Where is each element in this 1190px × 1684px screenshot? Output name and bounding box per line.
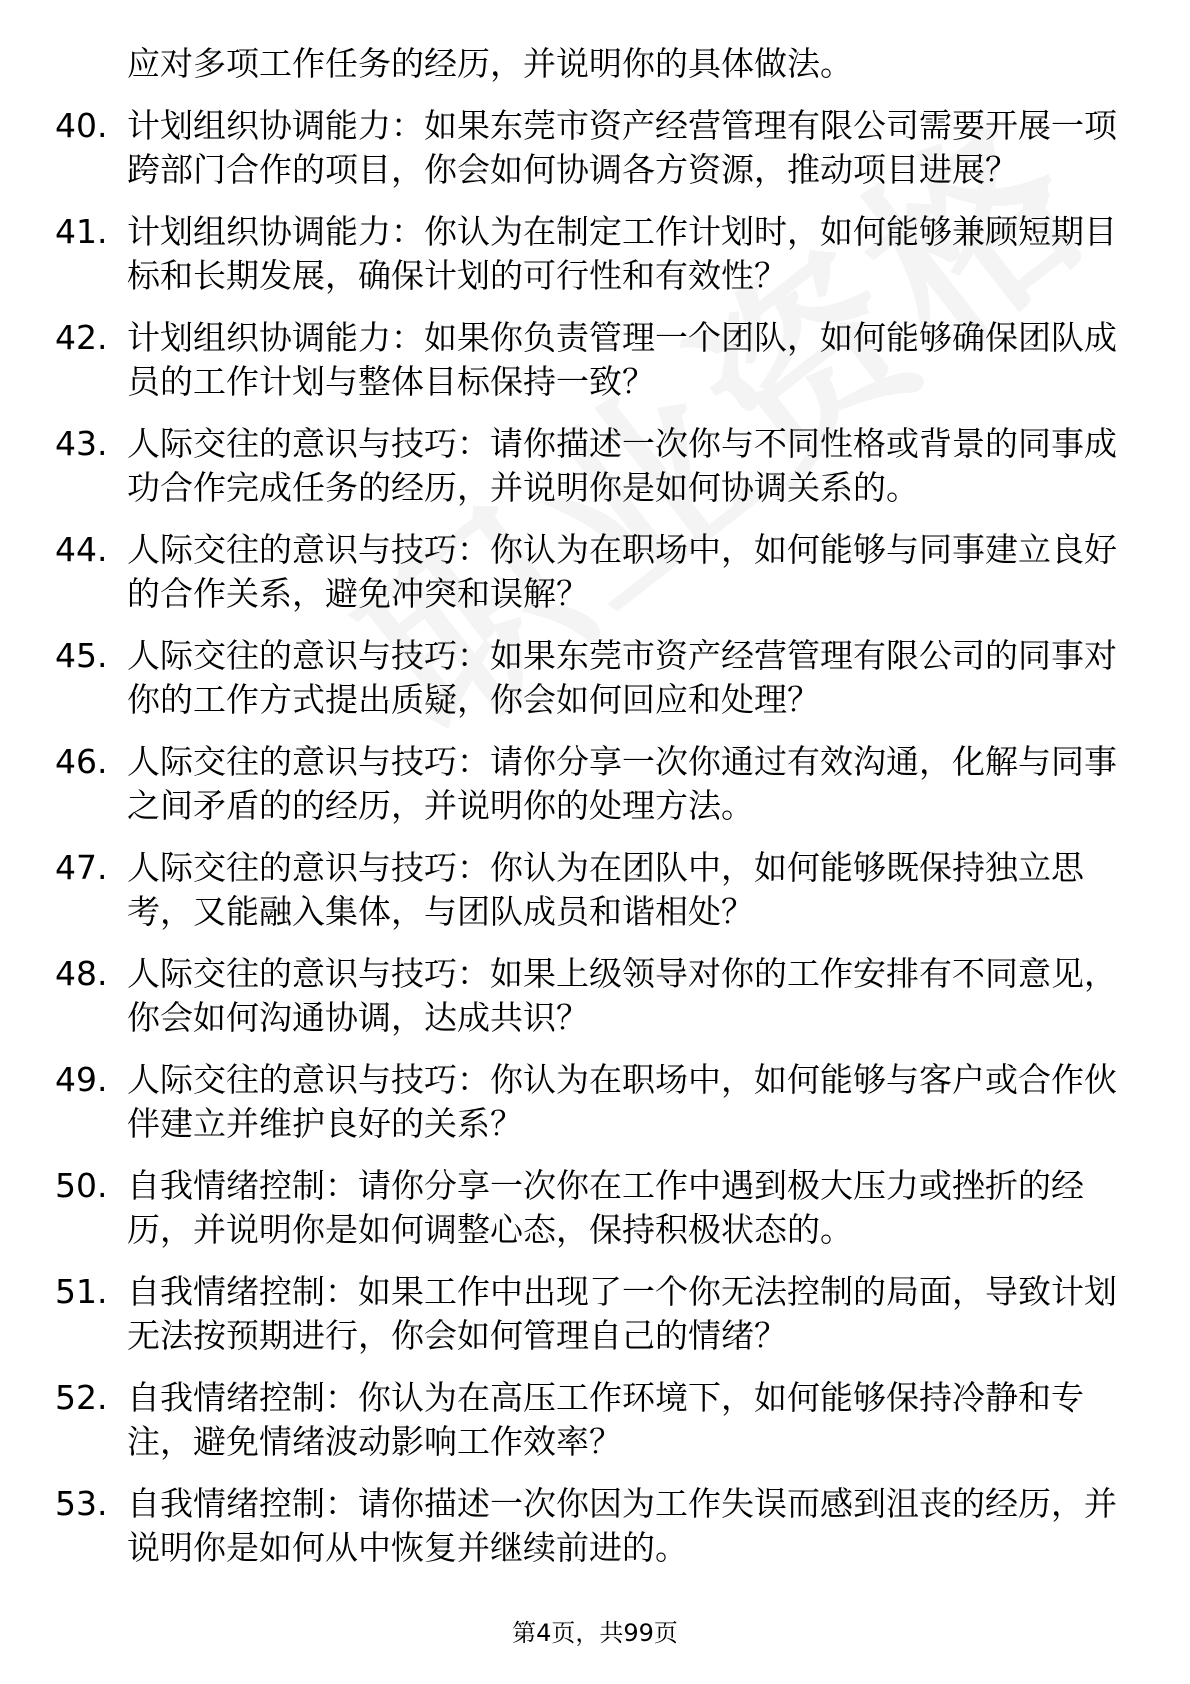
question-text: 人际交往的意识与技巧：如果上级领导对你的工作安排有不同意见，你会如何沟通协调，达成共识？	[127, 954, 1117, 1037]
question-item	[55, 1270, 1135, 1358]
question-text: 人际交往的意识与技巧：请你描述一次你与不同性格或背景的同事成功合作完成任务的经历，并说明你是如何协调关系的。	[127, 424, 1117, 507]
question-text: 人际交往的意识与技巧：你认为在职场中，如何能够与客户或合作伙伴建立并维护良好的关系？	[127, 1060, 1117, 1143]
question-text: 计划组织协调能力：你认为在制定工作计划时，如何能够兼顾短期目标和长期发展，确保计划的可行性和有效性？	[127, 212, 1117, 295]
question-text: 计划组织协调能力：如果你负责管理一个团队，如何能够确保团队成员的工作计划与整体目标保持一致？	[127, 318, 1117, 401]
question-item	[55, 634, 1135, 722]
question-item	[55, 1482, 1135, 1570]
page-footer: 第4页，共99页	[512, 1619, 678, 1647]
question-text: 计划组织协调能力：如果东莞市资产经营管理有限公司需要开展一项跨部门合作的项目，你会如何协调各方资源，推动项目进展？	[127, 106, 1117, 189]
question-text: 自我情绪控制：如果工作中出现了一个你无法控制的局面，导致计划无法按预期进行，你会如何管理自己的情绪？	[127, 1272, 1117, 1355]
question-item	[55, 316, 1135, 404]
question-text: 自我情绪控制：请你描述一次你因为工作失误而感到沮丧的经历，并说明你是如何从中恢复并继续前进的。	[127, 1484, 1117, 1567]
question-item	[55, 104, 1135, 192]
question-number: 41.	[55, 212, 108, 251]
question-number: 47.	[55, 848, 108, 887]
question-item	[55, 422, 1135, 510]
question-number: 50.	[55, 1166, 108, 1205]
question-text: 人际交往的意识与技巧：你认为在团队中，如何能够既保持独立思考，又能融入集体，与团队成员和谐相处？	[127, 848, 1084, 931]
question-item	[55, 846, 1135, 934]
question-number: 40.	[55, 106, 108, 145]
question-item	[55, 1164, 1135, 1252]
question-item	[55, 210, 1135, 298]
question-number: 53.	[55, 1484, 108, 1523]
question-number: 43.	[55, 424, 108, 463]
question-number: 51.	[55, 1272, 108, 1311]
question-number: 46.	[55, 742, 108, 781]
question-text: 人际交往的意识与技巧：请你分享一次你通过有效沟通，化解与同事之间矛盾的的经历，并说明你的处理方法。	[127, 742, 1117, 825]
question-text: 自我情绪控制：请你分享一次你在工作中遇到极大压力或挫折的经历，并说明你是如何调整心态，保持积极状态的。	[127, 1166, 1084, 1249]
question-text: 自我情绪控制：你认为在高压工作环境下，如何能够保持冷静和专注，避免情绪波动影响工作效率？	[127, 1378, 1084, 1461]
question-number: 45.	[55, 636, 108, 675]
question-item	[55, 1058, 1135, 1146]
question-number: 42.	[55, 318, 108, 357]
question-item	[55, 528, 1135, 616]
question-number: 48.	[55, 954, 108, 993]
question-number: 49.	[55, 1060, 108, 1099]
question-item	[55, 1376, 1135, 1464]
question-list	[55, 42, 1135, 1588]
question-item	[55, 740, 1135, 828]
question-item	[55, 952, 1135, 1040]
question-number: 44.	[55, 530, 108, 569]
question-text: 人际交往的意识与技巧：你认为在职场中，如何能够与同事建立良好的合作关系，避免冲突和误解？	[127, 530, 1117, 613]
question-text: 人际交往的意识与技巧：如果东莞市资产经营管理有限公司的同事对你的工作方式提出质疑，你会如何回应和处理？	[127, 636, 1117, 719]
question-number: 52.	[55, 1378, 108, 1417]
continuation-text: 应对多项工作任务的经历，并说明你的具体做法。	[127, 44, 853, 83]
